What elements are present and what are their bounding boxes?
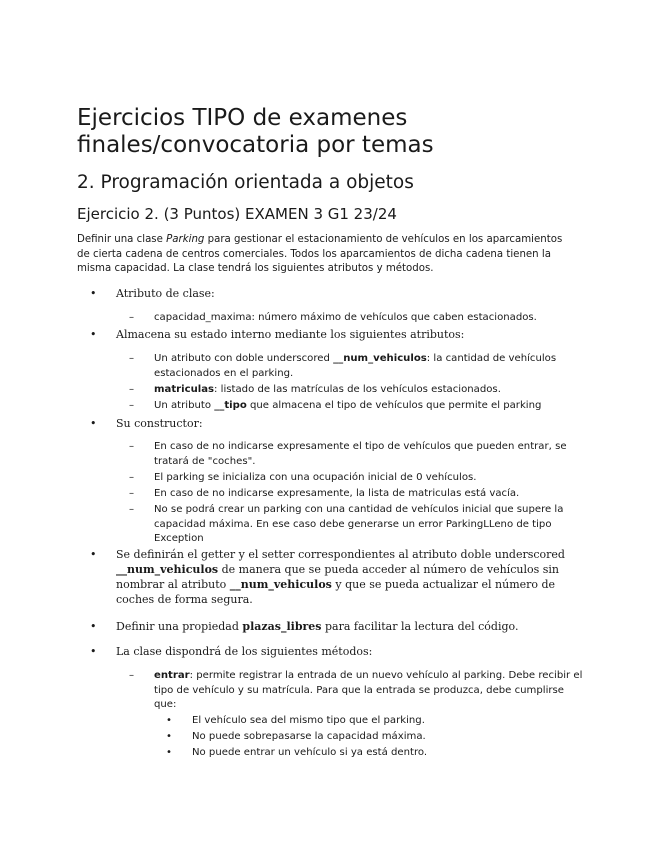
- condition-text: No puede sobrepasarse la capacidad máxima.: [192, 731, 426, 742]
- bullet-methods: [90, 644, 586, 659]
- section-heading: 2. Programación orientada a objetos: [77, 172, 414, 193]
- document-title: Ejercicios TIPO de examenes finales/convocatoria por temas: [77, 105, 434, 158]
- bullet-marker: •: [90, 548, 97, 561]
- bullet-label: Atributo de clase:: [116, 287, 215, 300]
- sub-item-matriculas: [129, 383, 584, 398]
- bullet-label: Almacena su estado interno mediante los siguientes atributos:: [116, 328, 465, 341]
- bullet-text: de manera que se pueda acceder al número de vehículos sin nombrar al atributo: [116, 563, 559, 591]
- bullet-marker: •: [166, 747, 172, 758]
- attribute-name: __num_vehiculos: [229, 578, 332, 591]
- dash-marker: –: [129, 670, 135, 681]
- property-name: plazas_libres: [242, 620, 322, 633]
- dash-marker: –: [129, 472, 135, 483]
- intro-text-end: para gestionar el estacionamiento de vehículos en los aparcamientos de cierta cadena de centros comerciales. Todos los aparcamientos de dicha cadena tienen la misma capacidad. La clase tendrá los siguientes atributos y métodos.: [77, 234, 563, 274]
- dash-marker: –: [129, 504, 135, 515]
- bullet-constructor: [90, 416, 586, 431]
- exercise-heading: Ejercicio 2. (3 Puntos) EXAMEN 3 G1 23/24: [77, 205, 397, 223]
- sub-item-tipo: [129, 399, 584, 414]
- dash-marker: –: [129, 400, 135, 411]
- dash-marker: –: [129, 312, 135, 323]
- sub-item-text: En caso de no indicarse expresamente, la lista de matriculas está vacía.: [154, 488, 520, 499]
- sub-item-text: : permite registrar la entrada de un nuevo vehículo al parking. Debe recibir el tipo de vehículo y su matrícula. Para que la entrada se produzca, debe cumplirse que:: [154, 670, 583, 710]
- attribute-name: __tipo: [214, 400, 247, 411]
- sub-item-ocupacion-inicial: [129, 471, 584, 486]
- condition-same-type: [166, 714, 582, 729]
- dash-marker: –: [129, 488, 135, 499]
- intro-text-start: Definir una clase: [77, 234, 167, 245]
- condition-text: No puede entrar un vehículo si ya está dentro.: [192, 747, 428, 758]
- bullet-marker: •: [90, 417, 97, 430]
- sub-item-capacidad-maxima: [129, 311, 584, 326]
- sub-item-text: que almacena el tipo de vehículos que permite el parking: [246, 400, 542, 411]
- bullet-marker: •: [90, 645, 97, 658]
- bullet-text: Definir una propiedad: [116, 620, 243, 633]
- sub-item-text: : la cantidad de vehículos estacionados en el parking.: [154, 353, 557, 379]
- sub-item-text: No se podrá crear un parking con una cantidad de vehículos inicial que supere la capacidad máxima. En ese caso debe generarse un error ParkingLLeno de tipo Exception: [154, 504, 564, 544]
- bullet-marker: •: [166, 731, 172, 742]
- sub-item-parking-lleno: [129, 503, 584, 547]
- dash-marker: –: [129, 441, 135, 452]
- sub-item-text: : listado de las matrículas de los vehículos estacionados.: [214, 384, 501, 395]
- attribute-name: matriculas: [154, 384, 215, 395]
- method-name: entrar: [154, 670, 190, 681]
- bullet-marker: •: [166, 715, 172, 726]
- attribute-name: __num_vehiculos: [333, 353, 427, 364]
- intro-paragraph: [77, 233, 577, 277]
- bullet-label: Su constructor:: [116, 417, 203, 430]
- class-name: Parking: [166, 234, 205, 245]
- bullet-marker: •: [90, 620, 97, 633]
- sub-item-text: El parking se inicializa con una ocupación inicial de 0 vehículos.: [154, 472, 477, 483]
- bullet-text: Se definirán el getter y el setter correspondientes al atributo doble underscored: [116, 548, 565, 561]
- sub-item-text: En caso de no indicarse expresamente el tipo de vehículos que pueden entrar, se tratará de "coches".: [154, 441, 567, 467]
- condition-not-inside: [166, 746, 582, 761]
- bullet-text: y que se pueda actualizar el número de coches de forma segura.: [116, 578, 556, 606]
- sub-item-text: capacidad_maxima: número máximo de vehículos que caben estacionados.: [154, 312, 537, 323]
- bullet-marker: •: [90, 328, 97, 341]
- bullet-getter-setter: [90, 547, 586, 607]
- dash-marker: –: [129, 384, 135, 395]
- bullet-plazas-libres: [90, 619, 586, 634]
- sub-item-num-vehiculos: [129, 352, 584, 381]
- condition-capacity: [166, 730, 582, 745]
- sub-item-entrar: [129, 669, 584, 713]
- attribute-name: __num_vehiculos: [116, 563, 219, 576]
- bullet-internal-state: [90, 327, 596, 342]
- bullet-label: La clase dispondrá de los siguientes métodos:: [116, 645, 373, 658]
- condition-text: El vehículo sea del mismo tipo que el parking.: [192, 715, 425, 726]
- sub-item-text: Un atributo con doble underscored: [154, 353, 334, 364]
- dash-marker: –: [129, 353, 135, 364]
- bullet-class-attribute: [90, 286, 586, 301]
- bullet-text: para facilitar la lectura del código.: [321, 620, 519, 633]
- sub-item-tipo-default: [129, 440, 584, 469]
- sub-item-lista-matriculas: [129, 487, 584, 502]
- bullet-marker: •: [90, 287, 97, 300]
- sub-item-text: Un atributo: [154, 400, 215, 411]
